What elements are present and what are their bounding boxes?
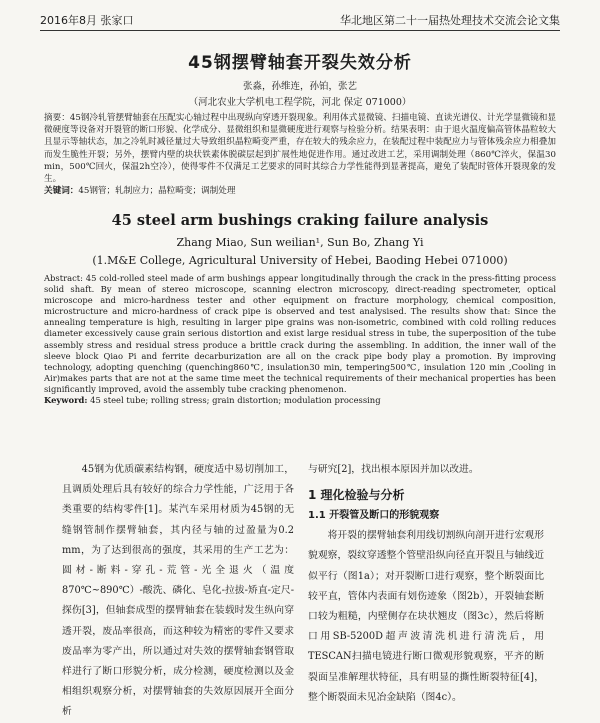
body-right-column	[308, 460, 544, 708]
right-column-paragraph: 将开裂的摆臂轴套利用线切割纵向剖开进行宏观形貌观察，裂纹穿透整个管壁沿纵向径直开裂且与轴线近似平行（图1a）；对开裂断口进行观察，整个断裂面比较平直，管体内表面有划伤迹象（图2b），开裂轴套断口较为粗糙，内壁侧存在块状翘皮（图3c），然后将断口用SB-5200D超声波清洗机进行清洗后，用TESCAN扫描电镜进行断口微观形貌观察，平齐的断裂面呈准解理状特征，具有明显的撕性断裂特征[4]，整个断裂面未见冶金缺陷（图4c）。	[308, 530, 544, 703]
chinese-title: 45钢摆臂轴套开裂失效分析	[188, 53, 412, 73]
chinese-authors: 张淼，孙维连，孙铂，张艺	[242, 81, 357, 92]
english-keywords	[44, 395, 556, 406]
header-rule	[40, 30, 560, 31]
chinese-keywords-text: 45钢管；轧制应力；晶粒畸变；调制处理	[78, 186, 236, 197]
running-header	[40, 10, 560, 30]
english-affiliation: (1.M&E College, Agricultural University of Hebei, Baoding Hebei 071000)	[92, 254, 508, 267]
chinese-keywords	[44, 185, 556, 197]
english-abstract	[44, 273, 556, 406]
english-keywords-label: Keyword:	[44, 395, 88, 406]
body-left-column: 45钢为优质碳素结构钢，硬度适中易切削加工，且调质处理后具有较好的综合力学性能，广泛用于各类重要的结构零件[1]。某汽车采用材质为45钢的无缝钢管制作摆臂轴套，其内径与轴的过盈量为0.2 mm，为了达到很高的强度，其采用的生产工艺为：圆材-断料-穿孔-荒管-光全退火（温度870℃~890℃）-酸洗、磷化、皂化-拉拔-矫直-定尺-探伤[3]，但轴套成型的摆臂轴套在装载时发生纵向穿透开裂，废品率很高，而这种较为精密的零件又要求废品率为零产出，所以通过对失效的摆臂轴套钢管取样进行了断口形貌分析，成分检测，硬度检测以及金相组织观察分析，对摆臂轴套的失效原因展开全面分析	[62, 464, 294, 718]
subsection-heading: 1.1 开裂管及断口的形貌观察	[308, 510, 440, 522]
chinese-abstract	[44, 112, 556, 197]
english-keywords-text: 45 steel tube; rolling stress; grain distortion; modulation processing	[87, 395, 381, 406]
chinese-affiliation: （河北农业大学机电工程学院，河北 保定 071000）	[188, 97, 412, 108]
chinese-keywords-label: 关键词：	[44, 186, 79, 197]
header-left: 2016年8月 张家口	[40, 14, 134, 27]
english-title: 45 steel arm bushings craking failure analysis	[111, 212, 489, 229]
english-authors: Zhang Miao, Sun weilian¹, Sun Bo, Zhang Yi	[176, 236, 424, 249]
section-heading: 1 理化检验与分析	[308, 488, 405, 503]
english-abstract-text: Abstract: 45 cold-rolled steel made of arm bushings appear longitudinally through the crack in the press-fitting process solid shaft. By mean of stereo microscope, scanning electron microscopy, direct-reading spectrometer, optical microscope and micro-hardness tester and other equipment on fracture morphology, chemical composition, microstructure and micro-hardness of crack pipe is observed and test analysised. The results show that: Since the annealing temperature is high, resulting in larger pipe grains was non-isometric, combined with cold rolling reduces diameter excessively cause grain serious distortion and exist large residual stress in tube, the superposition of the tube assembly stress and residual stress produce a brittle crack during the assembling. In addition, the inner wall of the sleeve block Qiao Pi and ferrite decarburization are all on the crack pipe body play a promotion. By improving technology, adopting quenching (quenching860℃, insulation30 min, tempering500℃, insulation 120 min ,Cooling in Air)makes parts that are not at the same time meet the technical requirements of their mechanical properties has been significantly improved, avoid the assembly tube cracking phenomenon.	[44, 273, 556, 394]
chinese-abstract-text: 摘要：45钢冷轧管摆臂轴套在压配实心轴过程中出现纵向穿透开裂现象。利用体式显微镜、扫描电镜、直读光谱仪、计光学显微镜和显微硬度等设备对开裂管的断口形貌、化学成分、显微组织和显微硬度进行观察与检验分析。结果表明：由于退火温度偏高管体晶粒较大且显示等轴状态，加之冷轧时减径量过大导致组织晶粒畸变严重，存在较大的残余应力，在装配过程中装配应力与管体残余应力相叠加而发生脆性开裂；另外，摆臂内壁的块状铁素体脱碳层起到扩展性地促进作用。通过改进工艺，采用调制处理（860℃淬火，保温30 min，500℃回火，保温2h空冷），使得零件不仅满足工艺要求的同时其综合力学性能得到显著提高，避免了装配时管体开裂现象的发生。	[44, 113, 556, 185]
header-right: 华北地区第二十一届热处理技术交流会论文集	[340, 14, 560, 27]
right-column-intro: 与研究[2]，找出根本原因并加以改进。	[308, 464, 479, 475]
